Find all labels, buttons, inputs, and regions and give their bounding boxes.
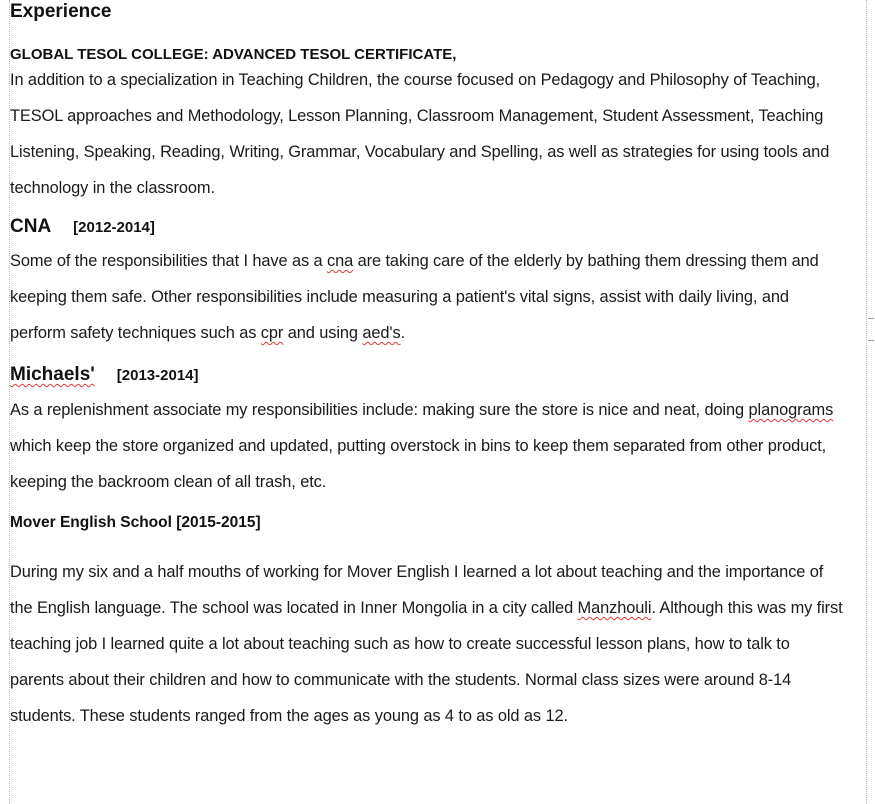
misspelled-word[interactable]: aed's <box>362 324 401 342</box>
misspelled-word[interactable]: planograms <box>748 401 834 419</box>
paragraph-line: During my six and a half mouths of working for Mover English I learned a lot about teaching and the importance of <box>10 563 824 581</box>
job-dates: [2012-2014] <box>73 219 155 236</box>
certificate-paragraph <box>10 62 868 206</box>
text-run: Some of the responsibilities that I have as a <box>10 252 328 270</box>
paragraph-line: keeping the backroom clean of all trash, etc. <box>10 473 327 491</box>
job-title[interactable]: Michaels' <box>10 364 95 385</box>
cna-paragraph <box>10 243 868 351</box>
paragraph-line <box>10 392 868 428</box>
text-run: . Although this was my first <box>651 599 843 617</box>
text-run: and using <box>283 324 363 342</box>
text-run: As a replenishment associate my responsibilities include: making sure the store is nice and neat, doing <box>10 401 749 419</box>
section-title: Experience <box>10 1 112 22</box>
paragraph-line: teaching job I learned quite a lot about teaching such as how to create successful lesson plans, how to talk to <box>10 635 790 653</box>
misspelled-word[interactable]: cna <box>327 252 354 270</box>
ruler-tick <box>868 340 874 341</box>
job-heading-mover: Mover English School [2015-2015] <box>10 514 261 531</box>
job-heading-michaels <box>10 363 868 388</box>
paragraph-line: Listening, Speaking, Reading, Writing, Grammar, Vocabulary and Spelling, as well as strategies for using tools and <box>10 143 830 161</box>
text-run: . <box>400 324 406 342</box>
paragraph-line: keeping them safe. Other responsibilities include measuring a patient's vital signs, assist with daily living, and <box>10 288 789 306</box>
paragraph-line: parents about their children and how to communicate with the students. Normal class sizes were around 8-14 <box>10 671 792 689</box>
paragraph-line: TESOL approaches and Methodology, Lesson Planning, Classroom Management, Student Assessment, Teaching <box>10 107 824 125</box>
misspelled-word[interactable]: cpr <box>260 324 284 342</box>
paragraph-line <box>10 590 868 626</box>
document-page[interactable] <box>10 0 868 734</box>
text-run: the English language. The school was located in Inner Mongolia in a city called <box>10 599 578 617</box>
mover-paragraph <box>10 554 868 734</box>
job-dates: [2013-2014] <box>116 367 199 384</box>
paragraph-line: In addition to a specialization in Teaching Children, the course focused on Pedagogy and Philosophy of Teaching, <box>10 71 821 89</box>
michaels-paragraph <box>10 392 868 500</box>
paragraph-line <box>10 315 868 351</box>
job-title: CNA <box>10 216 52 237</box>
ruler-tick <box>868 318 874 319</box>
paragraph-line: students. These students ranged from the ages as young as 4 to as old as 12. <box>10 707 568 725</box>
certificate-title: GLOBAL TESOL COLLEGE: ADVANCED TESOL CERTIFICATE, <box>10 46 457 63</box>
misspelled-word[interactable]: Manzhouli <box>577 599 652 617</box>
text-run: are taking care of the elderly by bathing them dressing them and <box>353 252 819 270</box>
paragraph-line <box>10 243 868 279</box>
paragraph-line: which keep the store organized and updated, putting overstock in bins to keep them separated from other product, <box>10 437 827 455</box>
text-run: perform safety techniques such as <box>10 324 261 342</box>
job-heading-cna <box>10 215 868 240</box>
paragraph-line: technology in the classroom. <box>10 179 215 197</box>
